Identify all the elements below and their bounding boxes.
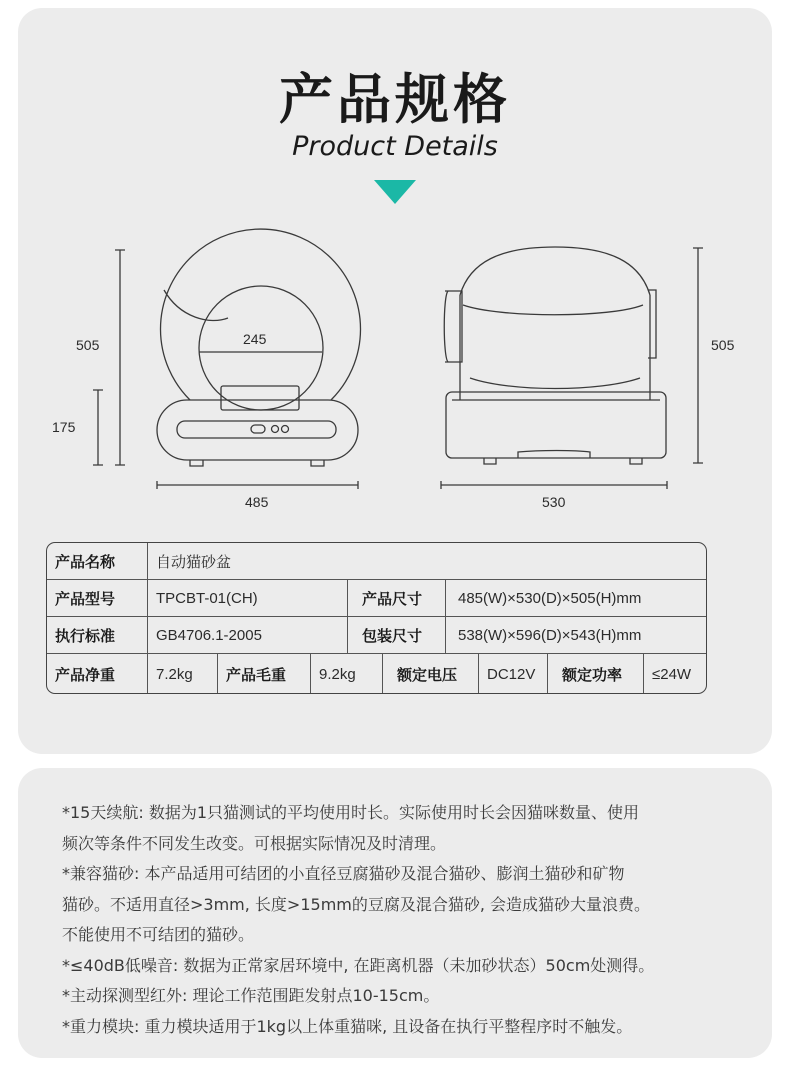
gross-weight-value: 9.2kg: [310, 654, 382, 694]
name-value: 自动猫砂盆: [147, 543, 707, 579]
name-label: 产品名称: [55, 552, 116, 571]
note-line: *≤40dB低噪音: 数据为正常家居环境中, 在距离机器（未加砂状态）50cm处测得。: [62, 955, 655, 975]
table-row: [47, 543, 706, 580]
power-value: ≤24W: [643, 654, 707, 694]
front-height-label: 505: [76, 337, 100, 353]
side-view-drawing: [444, 247, 666, 464]
side-height-label: 505: [711, 337, 735, 353]
spec-table: [46, 542, 707, 694]
table-row: [47, 580, 706, 617]
note-line: 不能使用不可结团的猫砂。: [62, 925, 255, 944]
package-value: 538(W)×596(D)×543(H)mm: [445, 617, 707, 653]
side-depth-label: 530: [542, 494, 566, 510]
table-row: [47, 617, 706, 654]
front-width-label: 485: [245, 494, 269, 510]
standard-label: 执行标准: [55, 626, 116, 645]
voltage-value: DC12V: [478, 654, 547, 694]
note-line: *15天续航: 数据为1只猫测试的平均使用时长。实际使用时长会因猫咪数量、使用: [62, 803, 640, 822]
page-title: 产品规格: [279, 68, 511, 131]
power-label: 额定功率: [547, 654, 643, 694]
note-line: 猫砂。不适用直径>3mm, 长度>15mm的豆腐及混合猫砂, 会造成猫砂大量浪费。: [62, 894, 651, 914]
voltage-label: 额定电压: [382, 654, 478, 694]
note-line: *重力模块: 重力模块适用于1kg以上体重猫咪, 且设备在执行平整程序时不触发。: [62, 1016, 633, 1036]
front-opening-width-label: 245: [243, 331, 267, 347]
front-base-height-label: 175: [52, 419, 76, 435]
note-line: *主动探测型红外: 理论工作范围距发射点10-15cm。: [62, 986, 440, 1005]
note-line: 频次等条件不同发生改变。可根据实际情况及时清理。: [62, 833, 447, 853]
table-row: [47, 654, 706, 694]
page-subtitle: Product Details: [292, 131, 498, 162]
package-label: 包装尺寸: [347, 617, 445, 653]
dimension-lines: [93, 248, 703, 489]
size-label: 产品尺寸: [347, 580, 445, 616]
model-label: 产品型号: [55, 589, 116, 608]
net-weight-value: 7.2kg: [147, 654, 217, 694]
model-value: TPCBT-01(CH): [147, 580, 347, 616]
net-weight-label: 产品净重: [55, 665, 116, 684]
standard-value: GB4706.1-2005: [147, 617, 347, 653]
front-view-drawing: [157, 229, 361, 466]
size-value: 485(W)×530(D)×505(H)mm: [445, 580, 707, 616]
note-line: *兼容猫砂: 本产品适用可结团的小直径豆腐猫砂及混合猫砂、膨润土猫砂和矿物: [62, 864, 625, 883]
gross-weight-label: 产品毛重: [217, 654, 310, 694]
